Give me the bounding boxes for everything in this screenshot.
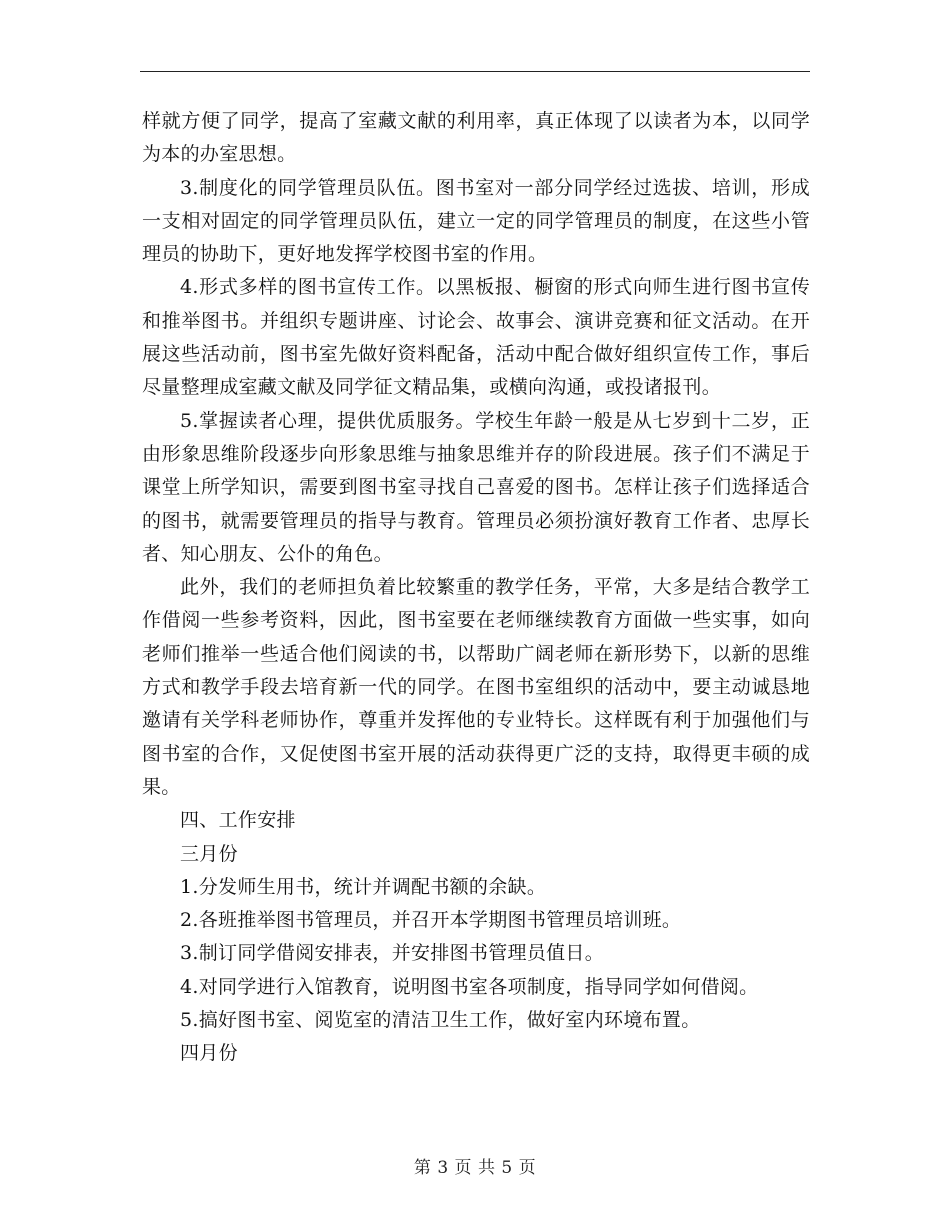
month-heading-march: 三月份 bbox=[180, 842, 238, 865]
month-heading-april: 四月份 bbox=[180, 1042, 238, 1065]
paragraph-item-5: 5.掌握读者心理，提供优质服务。学校生年龄一般是从七岁到十二岁，正由形象思维阶段逐步向形象思维与抽象思维并存的阶段进展。孩子们不满足于课堂上所学知识，需要到图书室寻找自己喜爱的图书。怎样让孩子们选择适合的图书，就需要管理员的指导与教育。管理员必须扮演好教育工作者、忠厚长者、知心朋友、公仆的角色。 bbox=[142, 409, 810, 565]
march-task-3: 3.制订同学借阅安排表，并安排图书管理员值日。 bbox=[180, 942, 605, 965]
section-heading-work-arrangement: 四、工作安排 bbox=[180, 809, 296, 832]
header-rule bbox=[140, 71, 810, 72]
paragraph-item-3: 3.制度化的同学管理员队伍。图书室对一部分同学经过选拔、培训，形成一支相对固定的同学管理员队伍，建立一定的同学管理员的制度，在这些小管理员的协助下，更好地发挥学校图书室的作用。 bbox=[142, 176, 810, 266]
paragraph-teachers: 此外，我们的老师担负着比较繁重的教学任务，平常，大多是结合教学工作借阅一些参考资料，因此，图书室要在老师继续教育方面做一些实事，如向老师们推举一些适合他们阅读的书，以帮助广阔老师在新形势下，以新的思维方式和教学手段去培育新一代的同学。在图书室组织的活动中，要主动诚恳地邀请有关学科老师协作，尊重并发挥他的专业特长。这样既有利于加强他们与图书室的合作，又促使图书室开展的活动获得更广泛的支持，取得更丰硕的成果。 bbox=[142, 576, 810, 798]
march-task-4: 4.对同学进行入馆教育，说明图书室各项制度，指导同学如何借阅。 bbox=[180, 975, 759, 998]
paragraph-item-4: 4.形式多样的图书宣传工作。以黑板报、橱窗的形式向师生进行图书宣传和推举图书。并组织专题讲座、讨论会、故事会、演讲竞赛和征文活动。在开展这些活动前，图书室先做好资料配备，活动中配合做好组织宣传工作，事后尽量整理成室藏文献及同学征文精品集，或横向沟通，或投诸报刊。 bbox=[142, 276, 810, 399]
march-task-1: 1.分发师生用书，统计并调配书额的余缺。 bbox=[180, 875, 547, 898]
paragraph-continuation: 样就方便了同学，提高了室藏文献的利用率，真正体现了以读者为本，以同学为本的办室思想。 bbox=[142, 110, 810, 166]
march-task-2: 2.各班推举图书管理员，并召开本学期图书管理员培训班。 bbox=[180, 909, 682, 932]
page-number-footer: 第 3 页 共 5 页 bbox=[413, 1158, 537, 1178]
march-task-5: 5.搞好图书室、阅览室的清洁卫生工作，做好室内环境布置。 bbox=[180, 1009, 701, 1032]
document-body bbox=[142, 105, 810, 1071]
